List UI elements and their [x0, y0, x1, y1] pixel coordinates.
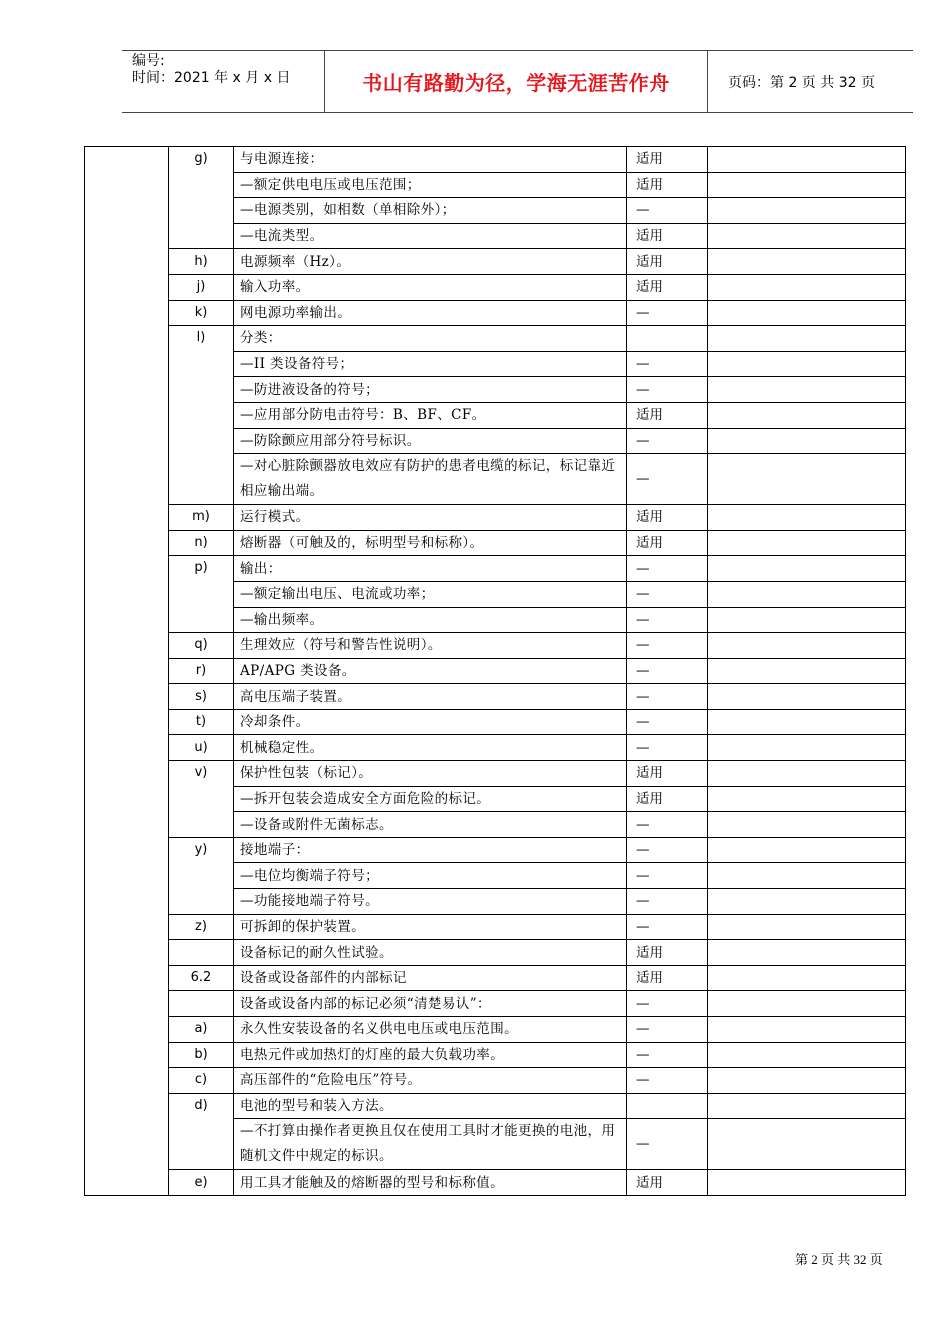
requirement-cell: —应用部分防电击符号：B、BF、CF。: [234, 402, 627, 428]
header-motto: 书山有路勤为径，学海无涯苦作舟: [362, 71, 670, 95]
table-row: [85, 1170, 906, 1196]
requirement-cell: 网电源功率输出。: [234, 300, 627, 326]
remark-cell: [708, 198, 906, 224]
remark-cell: [708, 607, 906, 633]
remark-cell: [708, 812, 906, 838]
requirement-cell: 电热元件或加热灯的灯座的最大负载功率。: [234, 1042, 627, 1068]
clause-cell: l): [169, 326, 234, 505]
remark-cell: [708, 377, 906, 403]
clause-cell: s): [169, 684, 234, 710]
result-cell: [627, 1093, 708, 1119]
requirement-cell: —防除颤应用部分符号标识。: [234, 428, 627, 454]
remark-cell: [708, 889, 906, 915]
requirement-cell: —拆开包装会造成安全方面危险的标记。: [234, 786, 627, 812]
remark-cell: [708, 505, 906, 531]
remark-cell: [708, 249, 906, 275]
table-row: [85, 505, 906, 531]
table-row: [85, 709, 906, 735]
page-footer: 第 2 页 共 32 页: [795, 1252, 883, 1267]
requirement-cell: 电池的型号和装入方法。: [234, 1093, 627, 1119]
clause-cell: u): [169, 735, 234, 761]
result-cell: 适用: [627, 223, 708, 249]
inspection-table: [84, 146, 906, 1196]
result-cell: —: [627, 709, 708, 735]
remark-cell: [708, 940, 906, 966]
requirement-cell: 生理效应（符号和警告性说明）。: [234, 633, 627, 659]
result-cell: —: [627, 863, 708, 889]
remark-cell: [708, 837, 906, 863]
table-row: [85, 684, 906, 710]
requirement-cell: —II 类设备符号；: [234, 351, 627, 377]
result-cell: 适用: [627, 940, 708, 966]
clause-cell: d): [169, 1093, 234, 1170]
remark-cell: [708, 530, 906, 556]
requirement-cell: 运行模式。: [234, 505, 627, 531]
result-cell: 适用: [627, 274, 708, 300]
clause-cell: [169, 991, 234, 1017]
remark-cell: [708, 633, 906, 659]
requirement-cell: 电源频率（Hz）。: [234, 249, 627, 275]
result-cell: —: [627, 991, 708, 1017]
clause-cell: k): [169, 300, 234, 326]
remark-cell: [708, 274, 906, 300]
clause-cell: m): [169, 505, 234, 531]
table-row: [85, 326, 906, 352]
result-cell: 适用: [627, 530, 708, 556]
clause-cell: h): [169, 249, 234, 275]
table-row: [85, 530, 906, 556]
table-row: [85, 658, 906, 684]
requirement-cell: 高压部件的“危险电压”符号。: [234, 1068, 627, 1094]
requirement-cell: 设备标记的耐久性试验。: [234, 940, 627, 966]
result-cell: —: [627, 889, 708, 915]
result-cell: 适用: [627, 1170, 708, 1196]
result-cell: —: [627, 812, 708, 838]
requirement-cell: AP/APG 类设备。: [234, 658, 627, 684]
remark-cell: [708, 786, 906, 812]
remark-cell: [708, 428, 906, 454]
result-cell: —: [627, 1042, 708, 1068]
result-cell: 适用: [627, 147, 708, 173]
result-cell: —: [627, 1119, 708, 1170]
result-cell: 适用: [627, 786, 708, 812]
result-cell: —: [627, 581, 708, 607]
requirement-cell: —功能接地端子符号。: [234, 889, 627, 915]
result-cell: —: [627, 735, 708, 761]
clause-cell: q): [169, 633, 234, 659]
remark-cell: [708, 454, 906, 505]
table-row: [85, 1093, 906, 1119]
clause-cell: a): [169, 1017, 234, 1043]
requirement-cell: 冷却条件。: [234, 709, 627, 735]
requirement-cell: 保护性包装（标记）。: [234, 761, 627, 787]
requirement-cell: —不打算由操作者更换且仅在使用工具时才能更换的电池，用随机文件中规定的标识。: [234, 1119, 627, 1170]
result-cell: —: [627, 633, 708, 659]
requirement-cell: —电源类别，如相数（单相除外）；: [234, 198, 627, 224]
remark-cell: [708, 1093, 906, 1119]
requirement-cell: 与电源连接：: [234, 147, 627, 173]
requirement-cell: 机械稳定性。: [234, 735, 627, 761]
clause-cell: y): [169, 837, 234, 914]
remark-cell: [708, 223, 906, 249]
table-row: [85, 147, 906, 173]
result-cell: —: [627, 914, 708, 940]
remark-cell: [708, 863, 906, 889]
result-cell: —: [627, 658, 708, 684]
remark-cell: [708, 402, 906, 428]
clause-cell: b): [169, 1042, 234, 1068]
result-cell: —: [627, 351, 708, 377]
remark-cell: [708, 991, 906, 1017]
result-cell: —: [627, 377, 708, 403]
requirement-cell: 永久性安装设备的名义供电电压或电压范围。: [234, 1017, 627, 1043]
clause-cell: 6.2: [169, 965, 234, 991]
remark-cell: [708, 172, 906, 198]
requirement-cell: —额定供电电压或电压范围；: [234, 172, 627, 198]
header-meta: [132, 53, 322, 109]
table-row: [85, 837, 906, 863]
remark-cell: [708, 684, 906, 710]
requirement-cell: 高电压端子装置。: [234, 684, 627, 710]
page-header: [122, 50, 913, 113]
clause-cell: t): [169, 709, 234, 735]
result-cell: —: [627, 454, 708, 505]
table-row: [85, 300, 906, 326]
clause-cell: e): [169, 1170, 234, 1196]
remark-cell: [708, 914, 906, 940]
remark-cell: [708, 735, 906, 761]
result-cell: 适用: [627, 249, 708, 275]
requirement-cell: 可拆卸的保护装置。: [234, 914, 627, 940]
result-cell: 适用: [627, 761, 708, 787]
table-row: [85, 965, 906, 991]
table-row: [85, 249, 906, 275]
result-cell: —: [627, 1017, 708, 1043]
result-cell: —: [627, 300, 708, 326]
result-cell: —: [627, 198, 708, 224]
table-row: [85, 1068, 906, 1094]
clause-cell: c): [169, 1068, 234, 1094]
requirement-cell: 设备或设备部件的内部标记: [234, 965, 627, 991]
table-row: [85, 735, 906, 761]
result-cell: —: [627, 1068, 708, 1094]
requirement-cell: 输出：: [234, 556, 627, 582]
requirement-cell: —防进液设备的符号；: [234, 377, 627, 403]
result-cell: 适用: [627, 172, 708, 198]
clause-cell: n): [169, 530, 234, 556]
requirement-cell: 输入功率。: [234, 274, 627, 300]
clause-cell: v): [169, 761, 234, 838]
result-cell: —: [627, 684, 708, 710]
table-row: [85, 274, 906, 300]
header-page-number: 页码：第 2 页 共 32 页: [728, 74, 875, 91]
requirement-cell: —对心脏除颤器放电效应有防护的患者电缆的标记，标记靠近相应输出端。: [234, 454, 627, 505]
requirement-cell: —电流类型。: [234, 223, 627, 249]
remark-cell: [708, 709, 906, 735]
clause-cell: p): [169, 556, 234, 633]
table-row: [85, 1042, 906, 1068]
result-cell: —: [627, 556, 708, 582]
requirement-cell: 分类：: [234, 326, 627, 352]
remark-cell: [708, 965, 906, 991]
remark-cell: [708, 300, 906, 326]
requirement-cell: —额定输出电压、电流或功率；: [234, 581, 627, 607]
requirement-cell: 接地端子：: [234, 837, 627, 863]
table-row: [85, 761, 906, 787]
result-cell: 适用: [627, 402, 708, 428]
result-cell: [627, 326, 708, 352]
clause-cell: z): [169, 914, 234, 940]
table-row: [85, 633, 906, 659]
remark-cell: [708, 1068, 906, 1094]
document-code-label: 编号:: [132, 53, 165, 69]
remark-cell: [708, 147, 906, 173]
table-row: [85, 556, 906, 582]
clause-cell: j): [169, 274, 234, 300]
result-cell: —: [627, 607, 708, 633]
result-cell: —: [627, 837, 708, 863]
document-time-label: 时间：2021 年 x 月 x 日: [132, 70, 291, 86]
requirement-cell: 熔断器（可触及的，标明型号和标称）。: [234, 530, 627, 556]
requirement-cell: —电位均衡端子符号；: [234, 863, 627, 889]
table-row: [85, 1017, 906, 1043]
clause-cell: g): [169, 147, 234, 249]
remark-cell: [708, 1017, 906, 1043]
requirement-cell: 用工具才能触及的熔断器的型号和标称值。: [234, 1170, 627, 1196]
table-row: [85, 991, 906, 1017]
clause-cell: [169, 940, 234, 966]
remark-cell: [708, 1170, 906, 1196]
remark-cell: [708, 1119, 906, 1170]
table-row: [85, 914, 906, 940]
section-cell: [85, 147, 169, 1196]
result-cell: —: [627, 428, 708, 454]
remark-cell: [708, 761, 906, 787]
remark-cell: [708, 351, 906, 377]
remark-cell: [708, 581, 906, 607]
remark-cell: [708, 556, 906, 582]
requirement-cell: —设备或附件无菌标志。: [234, 812, 627, 838]
requirement-cell: —输出频率。: [234, 607, 627, 633]
remark-cell: [708, 1042, 906, 1068]
remark-cell: [708, 326, 906, 352]
result-cell: 适用: [627, 505, 708, 531]
requirement-cell: 设备或设备内部的标记必须“清楚易认”：: [234, 991, 627, 1017]
clause-cell: r): [169, 658, 234, 684]
remark-cell: [708, 658, 906, 684]
result-cell: 适用: [627, 965, 708, 991]
table-row: [85, 940, 906, 966]
